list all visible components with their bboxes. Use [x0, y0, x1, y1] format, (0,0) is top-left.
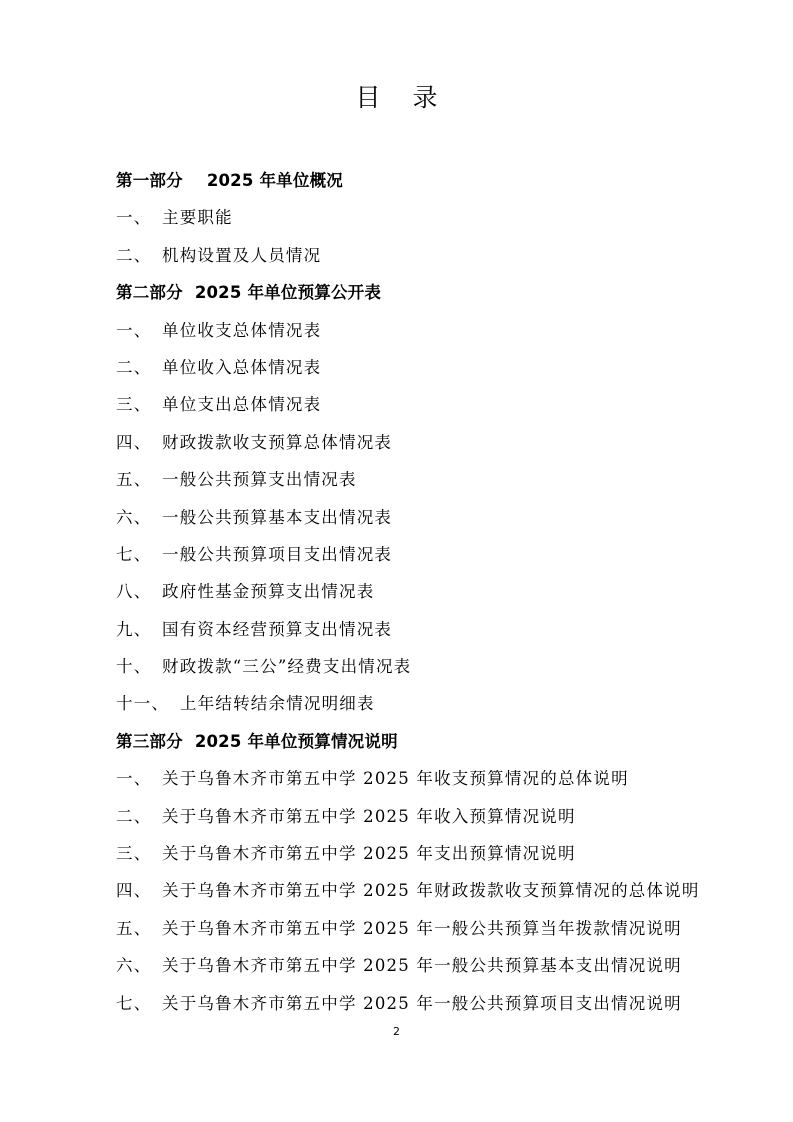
toc-item[interactable] [116, 386, 736, 423]
toc-item[interactable] [116, 349, 736, 386]
part-heading-3[interactable] [116, 723, 736, 760]
item-text: 关于乌鲁木齐市第五中学 2025 年收入预算情况说明 [162, 806, 576, 826]
item-text: 一般公共预算项目支出情况表 [162, 544, 393, 564]
toc-item[interactable] [116, 872, 736, 909]
part-heading-1[interactable] [116, 162, 736, 199]
toc-item[interactable] [116, 835, 736, 872]
item-text: 主要职能 [162, 208, 233, 228]
item-text: 一般公共预算基本支出情况表 [162, 507, 393, 527]
toc-item[interactable] [116, 910, 736, 947]
toc-item[interactable] [116, 685, 736, 722]
item-number: 一、 [116, 320, 152, 340]
item-text: 单位收支总体情况表 [162, 320, 322, 340]
toc-item[interactable] [116, 760, 736, 797]
item-number: 十、 [116, 657, 152, 677]
toc-item[interactable] [116, 536, 736, 573]
item-number: 一、 [116, 769, 152, 789]
item-number: 二、 [116, 245, 152, 265]
item-number: 四、 [116, 881, 152, 901]
item-text: 单位支出总体情况表 [162, 395, 322, 415]
item-text: 政府性基金预算支出情况表 [162, 582, 375, 602]
toc-item[interactable] [116, 237, 736, 274]
toc-title: 目 录 [355, 83, 450, 112]
toc-item[interactable] [116, 648, 736, 685]
item-text: 关于乌鲁木齐市第五中学 2025 年财政拨款收支预算情况的总体说明 [162, 881, 700, 901]
toc-item[interactable] [116, 199, 736, 236]
item-text: 上年结转结余情况明细表 [180, 694, 375, 714]
item-number: 五、 [116, 470, 152, 490]
item-number: 三、 [116, 844, 152, 864]
item-number: 二、 [116, 357, 152, 377]
toc-item[interactable] [116, 573, 736, 610]
item-number: 九、 [116, 619, 152, 639]
part-label: 第二部分 [116, 283, 183, 303]
part-title: 2025 年单位预算情况说明 [194, 731, 398, 751]
page-number: 2 [393, 1025, 400, 1038]
item-text: 关于乌鲁木齐市第五中学 2025 年一般公共预算项目支出情况说明 [162, 993, 682, 1013]
item-number: 八、 [116, 582, 152, 602]
part-heading-2[interactable] [116, 274, 736, 311]
item-text: 关于乌鲁木齐市第五中学 2025 年一般公共预算基本支出情况说明 [162, 956, 682, 976]
item-number: 六、 [116, 956, 152, 976]
item-text: 单位收入总体情况表 [162, 357, 322, 377]
toc-item[interactable] [116, 424, 736, 461]
item-text: 国有资本经营预算支出情况表 [162, 619, 393, 639]
item-text: 机构设置及人员情况 [162, 245, 322, 265]
toc-item[interactable] [116, 461, 736, 498]
toc-item[interactable] [116, 985, 736, 1022]
item-number: 五、 [116, 918, 152, 938]
item-number: 十一、 [116, 694, 170, 714]
toc-item[interactable] [116, 611, 736, 648]
item-text: 财政拨款“三公”经费支出情况表 [162, 657, 412, 677]
table-of-contents [116, 162, 736, 1022]
part-title: 2025 年单位预算公开表 [194, 283, 382, 303]
item-text: 关于乌鲁木齐市第五中学 2025 年一般公共预算当年拨款情况说明 [162, 918, 682, 938]
item-number: 六、 [116, 507, 152, 527]
item-number: 七、 [116, 993, 152, 1013]
item-number: 三、 [116, 395, 152, 415]
item-number: 二、 [116, 806, 152, 826]
part-label: 第三部分 [116, 731, 183, 751]
item-number: 一、 [116, 208, 152, 228]
item-text: 财政拨款收支预算总体情况表 [162, 432, 393, 452]
part-label: 第一部分 [116, 171, 183, 190]
toc-item[interactable] [116, 499, 736, 536]
part-title: 2025 年单位概况 [206, 171, 343, 190]
item-text: 关于乌鲁木齐市第五中学 2025 年收支预算情况的总体说明 [162, 769, 629, 789]
toc-item[interactable] [116, 947, 736, 984]
item-number: 四、 [116, 432, 152, 452]
item-text: 关于乌鲁木齐市第五中学 2025 年支出预算情况说明 [162, 844, 576, 864]
item-text: 一般公共预算支出情况表 [162, 470, 357, 490]
item-number: 七、 [116, 544, 152, 564]
toc-item[interactable] [116, 312, 736, 349]
toc-item[interactable] [116, 798, 736, 835]
